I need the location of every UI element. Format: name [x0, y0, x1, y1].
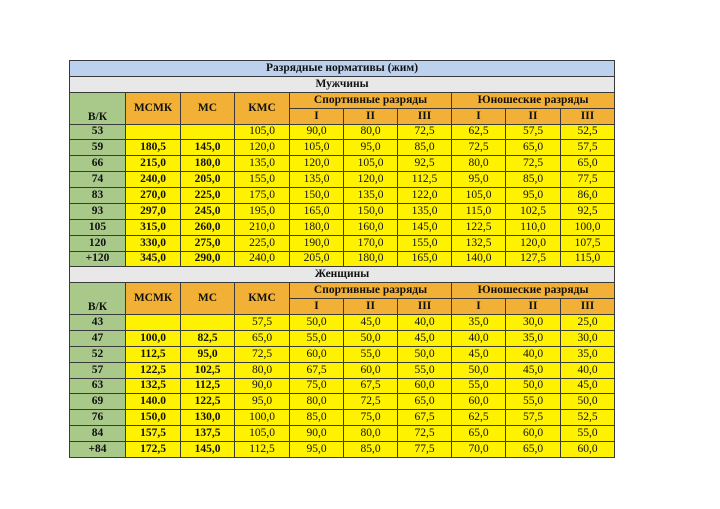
ms-cell: 145,0: [181, 442, 235, 458]
msmk-cell: 330,0: [126, 235, 181, 251]
youth-rank-1-cell: 35,0: [452, 315, 506, 331]
youth-rank-2-cell: 60,0: [506, 426, 561, 442]
msmk-cell: 240,0: [126, 172, 181, 188]
sport-rank-2-cell: 105,0: [344, 156, 398, 172]
youth-rank-1-cell: 70,0: [452, 442, 506, 458]
table-row: [70, 156, 615, 172]
sport-rank-1-cell: 165,0: [290, 203, 344, 219]
sport-rank-1-header: I: [290, 108, 344, 124]
table-row: [70, 315, 615, 331]
sport-rank-1-cell: 75,0: [290, 378, 344, 394]
youth-rank-1-cell: 105,0: [452, 188, 506, 204]
table-row: [70, 362, 615, 378]
table-row: [70, 235, 615, 251]
ms-cell: 137,5: [181, 426, 235, 442]
title-row: [70, 61, 615, 77]
weight-class-cell: +84: [70, 442, 126, 458]
youth-rank-1-cell: 65,0: [452, 426, 506, 442]
sport-rank-1-cell: 120,0: [290, 156, 344, 172]
kms-cell: 105,0: [235, 124, 290, 140]
youth-rank-3-cell: 65,0: [561, 156, 615, 172]
msmk-header: МСМК: [126, 283, 181, 315]
weight-class-cell: 69: [70, 394, 126, 410]
sport-rank-3-cell: 145,0: [398, 219, 452, 235]
youth-rank-2-cell: 95,0: [506, 188, 561, 204]
msmk-cell: 132,5: [126, 378, 181, 394]
youth-rank-3-cell: 40,0: [561, 362, 615, 378]
sport-rank-1-cell: 180,0: [290, 219, 344, 235]
table-row: [70, 426, 615, 442]
youth-rank-2-cell: 72,5: [506, 156, 561, 172]
youth-rank-1-cell: 95,0: [452, 172, 506, 188]
youth-rank-2-cell: 30,0: [506, 315, 561, 331]
sport-rank-2-cell: 120,0: [344, 172, 398, 188]
kms-header: КМС: [235, 92, 290, 124]
ms-cell: 275,0: [181, 235, 235, 251]
sport-rank-1-cell: 60,0: [290, 346, 344, 362]
ms-cell: 245,0: [181, 203, 235, 219]
youth-rank-3-cell: 25,0: [561, 315, 615, 331]
youth-rank-1-cell: 72,5: [452, 140, 506, 156]
sport-rank-2-cell: 135,0: [344, 188, 398, 204]
sport-rank-1-cell: 80,0: [290, 394, 344, 410]
weight-class-cell: 84: [70, 426, 126, 442]
youth-rank-3-cell: 57,5: [561, 140, 615, 156]
youth-rank-3-cell: 55,0: [561, 426, 615, 442]
msmk-cell: 345,0: [126, 251, 181, 267]
youth-rank-2-cell: 57,5: [506, 124, 561, 140]
standards-table: [69, 60, 615, 458]
sport-rank-1-cell: 85,0: [290, 410, 344, 426]
sport-rank-3-cell: 155,0: [398, 235, 452, 251]
youth-rank-2-cell: 57,5: [506, 410, 561, 426]
table-row: [70, 188, 615, 204]
sport-rank-1-cell: 90,0: [290, 426, 344, 442]
youth-rank-1-cell: 40,0: [452, 330, 506, 346]
kms-cell: 95,0: [235, 394, 290, 410]
kms-header: КМС: [235, 283, 290, 315]
weight-class-cell: 52: [70, 346, 126, 362]
msmk-cell: 150,0: [126, 410, 181, 426]
men-section-title: Мужчины: [70, 76, 615, 92]
kms-cell: 175,0: [235, 188, 290, 204]
kms-cell: 72,5: [235, 346, 290, 362]
women-header-row: [70, 283, 615, 299]
weight-class-cell: 43: [70, 315, 126, 331]
weight-class-cell: 63: [70, 378, 126, 394]
msmk-cell: 180,5: [126, 140, 181, 156]
youth-rank-3-header: III: [561, 299, 615, 315]
msmk-cell: 215,0: [126, 156, 181, 172]
youth-rank-1-cell: 115,0: [452, 203, 506, 219]
weight-class-cell: 93: [70, 203, 126, 219]
weight-class-cell: 83: [70, 188, 126, 204]
table-row: [70, 219, 615, 235]
sport-rank-2-cell: 72,5: [344, 394, 398, 410]
youth-rank-2-cell: 127,5: [506, 251, 561, 267]
msmk-cell: [126, 124, 181, 140]
sport-rank-2-cell: 85,0: [344, 442, 398, 458]
sport-rank-1-cell: 150,0: [290, 188, 344, 204]
sport-rank-1-cell: 67,5: [290, 362, 344, 378]
kms-cell: 80,0: [235, 362, 290, 378]
sport-rank-2-header: II: [344, 299, 398, 315]
weight-class-cell: 47: [70, 330, 126, 346]
youth-rank-2-cell: 110,0: [506, 219, 561, 235]
sport-rank-3-cell: 50,0: [398, 346, 452, 362]
ms-cell: 180,0: [181, 156, 235, 172]
youth-rank-3-cell: 52,5: [561, 124, 615, 140]
sport-rank-3-cell: 77,5: [398, 442, 452, 458]
sport-rank-2-cell: 180,0: [344, 251, 398, 267]
youth-rank-3-cell: 35,0: [561, 346, 615, 362]
sport-ranks-header: Спортивные разряды: [290, 92, 452, 108]
youth-rank-2-header: II: [506, 108, 561, 124]
youth-rank-2-cell: 45,0: [506, 362, 561, 378]
msmk-cell: 270,0: [126, 188, 181, 204]
ms-cell: [181, 315, 235, 331]
weight-class-cell: 120: [70, 235, 126, 251]
weight-class-header: В/К: [70, 92, 126, 124]
kms-cell: 65,0: [235, 330, 290, 346]
table-row: [70, 140, 615, 156]
weight-class-cell: 74: [70, 172, 126, 188]
youth-rank-1-header: I: [452, 299, 506, 315]
table-row: [70, 378, 615, 394]
msmk-cell: [126, 315, 181, 331]
ms-cell: 112,5: [181, 378, 235, 394]
youth-rank-1-cell: 45,0: [452, 346, 506, 362]
ms-cell: 145,0: [181, 140, 235, 156]
sport-rank-2-cell: 50,0: [344, 330, 398, 346]
youth-rank-2-cell: 120,0: [506, 235, 561, 251]
sport-rank-3-cell: 55,0: [398, 362, 452, 378]
msmk-header: МСМК: [126, 92, 181, 124]
kms-cell: 240,0: [235, 251, 290, 267]
ms-cell: 225,0: [181, 188, 235, 204]
weight-class-cell: 76: [70, 410, 126, 426]
sport-rank-1-cell: 55,0: [290, 330, 344, 346]
table-title: Разрядные нормативы (жим): [70, 61, 615, 77]
youth-ranks-header: Юношеские разряды: [452, 92, 615, 108]
sport-rank-2-cell: 55,0: [344, 346, 398, 362]
msmk-cell: 140.0: [126, 394, 181, 410]
table-row: [70, 394, 615, 410]
table-row: [70, 442, 615, 458]
msmk-cell: 100,0: [126, 330, 181, 346]
kms-cell: 155,0: [235, 172, 290, 188]
kms-cell: 100,0: [235, 410, 290, 426]
ms-header: МС: [181, 92, 235, 124]
weight-class-cell: 59: [70, 140, 126, 156]
youth-rank-3-cell: 50,0: [561, 394, 615, 410]
kms-cell: 195,0: [235, 203, 290, 219]
sport-rank-2-cell: 67,5: [344, 378, 398, 394]
youth-rank-3-cell: 86,0: [561, 188, 615, 204]
sport-rank-2-cell: 45,0: [344, 315, 398, 331]
youth-rank-3-cell: 60,0: [561, 442, 615, 458]
youth-rank-2-cell: 55,0: [506, 394, 561, 410]
sport-rank-2-cell: 160,0: [344, 219, 398, 235]
youth-rank-3-header: III: [561, 108, 615, 124]
weight-class-cell: +120: [70, 251, 126, 267]
table-row: [70, 330, 615, 346]
weight-class-header: В/К: [70, 283, 126, 315]
msmk-cell: 172,5: [126, 442, 181, 458]
men-header-row: [70, 92, 615, 108]
weight-class-cell: 66: [70, 156, 126, 172]
kms-cell: 57,5: [235, 315, 290, 331]
sport-rank-3-cell: 65,0: [398, 394, 452, 410]
sport-rank-3-cell: 60,0: [398, 378, 452, 394]
sport-rank-2-cell: 80,0: [344, 426, 398, 442]
youth-rank-2-cell: 40,0: [506, 346, 561, 362]
sport-rank-1-cell: 90,0: [290, 124, 344, 140]
kms-cell: 135,0: [235, 156, 290, 172]
youth-rank-1-cell: 62,5: [452, 124, 506, 140]
youth-rank-3-cell: 100,0: [561, 219, 615, 235]
ms-cell: 205,0: [181, 172, 235, 188]
youth-rank-3-cell: 30,0: [561, 330, 615, 346]
sport-rank-3-cell: 135,0: [398, 203, 452, 219]
sport-rank-3-header: III: [398, 299, 452, 315]
table-row: [70, 251, 615, 267]
sport-ranks-header: Спортивные разряды: [290, 283, 452, 299]
youth-rank-2-cell: 65,0: [506, 140, 561, 156]
sport-rank-3-cell: 40,0: [398, 315, 452, 331]
sport-rank-3-cell: 72,5: [398, 426, 452, 442]
ms-cell: [181, 124, 235, 140]
sport-rank-1-cell: 105,0: [290, 140, 344, 156]
sport-rank-3-cell: 165,0: [398, 251, 452, 267]
youth-rank-1-cell: 55,0: [452, 378, 506, 394]
youth-rank-1-cell: 140,0: [452, 251, 506, 267]
ms-header: МС: [181, 283, 235, 315]
table-row: [70, 346, 615, 362]
youth-rank-1-cell: 132,5: [452, 235, 506, 251]
youth-ranks-header: Юношеские разряды: [452, 283, 615, 299]
sport-rank-1-cell: 190,0: [290, 235, 344, 251]
kms-cell: 90,0: [235, 378, 290, 394]
women-section-title: Женщины: [70, 267, 615, 283]
youth-rank-2-header: II: [506, 299, 561, 315]
youth-rank-1-cell: 80,0: [452, 156, 506, 172]
kms-cell: 210,0: [235, 219, 290, 235]
kms-cell: 225,0: [235, 235, 290, 251]
ms-cell: 102,5: [181, 362, 235, 378]
table-row: [70, 124, 615, 140]
sport-rank-1-cell: 205,0: [290, 251, 344, 267]
sport-rank-3-cell: 112,5: [398, 172, 452, 188]
msmk-cell: 297,0: [126, 203, 181, 219]
youth-rank-1-cell: 50,0: [452, 362, 506, 378]
ms-cell: 122,5: [181, 394, 235, 410]
youth-rank-2-cell: 50,0: [506, 378, 561, 394]
table-row: [70, 203, 615, 219]
ms-cell: 95,0: [181, 346, 235, 362]
men-section-row: [70, 76, 615, 92]
sport-rank-3-cell: 72,5: [398, 124, 452, 140]
ms-cell: 260,0: [181, 219, 235, 235]
msmk-cell: 315,0: [126, 219, 181, 235]
ms-cell: 130,0: [181, 410, 235, 426]
sport-rank-3-cell: 122,0: [398, 188, 452, 204]
sport-rank-1-header: I: [290, 299, 344, 315]
women-section-row: [70, 267, 615, 283]
sport-rank-2-cell: 60,0: [344, 362, 398, 378]
sport-rank-2-cell: 95,0: [344, 140, 398, 156]
weight-class-cell: 57: [70, 362, 126, 378]
kms-cell: 105,0: [235, 426, 290, 442]
sport-rank-2-header: II: [344, 108, 398, 124]
youth-rank-1-cell: 62,5: [452, 410, 506, 426]
youth-rank-3-cell: 115,0: [561, 251, 615, 267]
msmk-cell: 112,5: [126, 346, 181, 362]
youth-rank-2-cell: 35,0: [506, 330, 561, 346]
youth-rank-3-cell: 92,5: [561, 203, 615, 219]
youth-rank-1-cell: 60,0: [452, 394, 506, 410]
sport-rank-2-cell: 170,0: [344, 235, 398, 251]
sport-rank-1-cell: 135,0: [290, 172, 344, 188]
msmk-cell: 157,5: [126, 426, 181, 442]
kms-cell: 112,5: [235, 442, 290, 458]
youth-rank-2-cell: 65,0: [506, 442, 561, 458]
sport-rank-3-cell: 67,5: [398, 410, 452, 426]
sport-rank-2-cell: 150,0: [344, 203, 398, 219]
table-row: [70, 410, 615, 426]
table-row: [70, 172, 615, 188]
msmk-cell: 122,5: [126, 362, 181, 378]
youth-rank-2-cell: 102,5: [506, 203, 561, 219]
youth-rank-3-cell: 107,5: [561, 235, 615, 251]
sport-rank-2-cell: 75,0: [344, 410, 398, 426]
weight-class-cell: 53: [70, 124, 126, 140]
sport-rank-1-cell: 50,0: [290, 315, 344, 331]
sport-rank-3-cell: 92,5: [398, 156, 452, 172]
youth-rank-2-cell: 85,0: [506, 172, 561, 188]
weight-class-cell: 105: [70, 219, 126, 235]
sport-rank-2-cell: 80,0: [344, 124, 398, 140]
youth-rank-3-cell: 45,0: [561, 378, 615, 394]
youth-rank-1-header: I: [452, 108, 506, 124]
youth-rank-3-cell: 52,5: [561, 410, 615, 426]
kms-cell: 120,0: [235, 140, 290, 156]
sport-rank-3-cell: 45,0: [398, 330, 452, 346]
sport-rank-3-header: III: [398, 108, 452, 124]
youth-rank-3-cell: 77,5: [561, 172, 615, 188]
ms-cell: 290,0: [181, 251, 235, 267]
youth-rank-1-cell: 122,5: [452, 219, 506, 235]
sport-rank-1-cell: 95,0: [290, 442, 344, 458]
ms-cell: 82,5: [181, 330, 235, 346]
sport-rank-3-cell: 85,0: [398, 140, 452, 156]
